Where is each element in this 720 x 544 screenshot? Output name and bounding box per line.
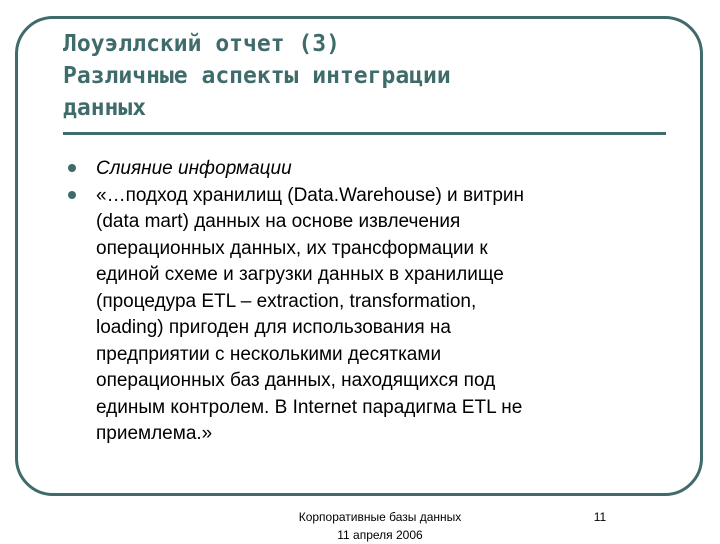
bullet-line: единым контролем. В Internet парадигма ETL не (96, 396, 523, 418)
title-line: Различные аспекты интеграции (63, 63, 451, 89)
bullet-text (96, 183, 663, 448)
bullet-line: операционных баз данных, находящихся под (96, 370, 496, 391)
bullet-list (63, 156, 663, 448)
bullet-line: операционных данных, их трансформации к (96, 237, 488, 259)
bullet-line: приемлема.» (96, 423, 213, 444)
bullet-line: предприятии с несколькими десятками (96, 343, 442, 365)
bullet-item (63, 156, 663, 183)
title-line: данных (63, 95, 147, 121)
bullet-dot-icon (68, 191, 76, 199)
title-divider (63, 132, 666, 135)
bullet-text (96, 156, 663, 183)
slide-footer (270, 508, 490, 544)
page-number: 11 (593, 510, 607, 524)
bullet-line: «…подход хранилищ (Data.Warehouse) и витрин (96, 184, 525, 206)
bullet-line: Слияние информации (96, 158, 292, 179)
footer-date: 11 апреля 2006 (337, 528, 423, 542)
bullet-dot-icon (68, 164, 76, 172)
slide-title (63, 28, 451, 124)
title-line: Лоуэллский отчет (3) (63, 31, 340, 57)
bullet-line: (процедура ETL – extraction, transformation, (96, 290, 477, 312)
bullet-line: loading) пригоден для использования на (96, 317, 451, 338)
bullet-item (63, 183, 663, 448)
bullet-line: (data mart) данных на основе извлечения (96, 211, 461, 232)
bullet-line: единой схеме и загрузки данных в хранилище (96, 264, 504, 285)
footer-title: Корпоративные базы данных (298, 510, 462, 524)
